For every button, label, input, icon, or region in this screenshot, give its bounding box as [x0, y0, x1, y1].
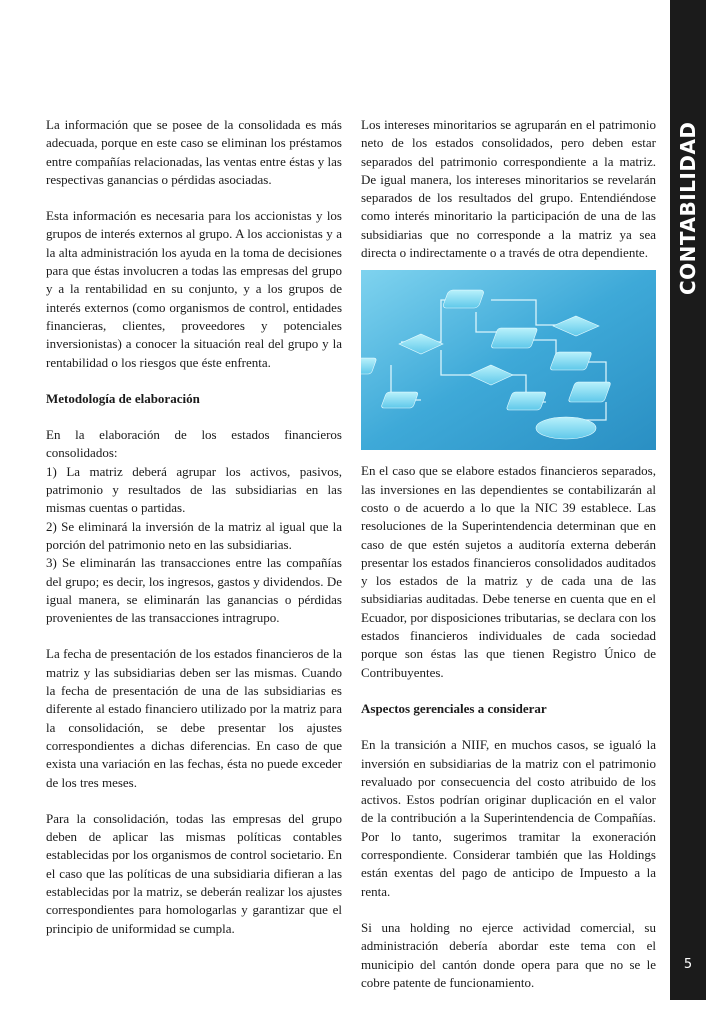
section-heading: Aspectos gerenciales a considerar: [361, 700, 547, 716]
page-number: 5: [683, 957, 693, 972]
left-column: [46, 116, 342, 956]
list-item: 1) La matriz deberá agrupar los activos, pasivos, patrimonio y resultados de las subsidiarias en las mismas cuentas o partidas.: [46, 463, 342, 516]
paragraph: En la transición a NIIF, en muchos casos, se igualó la inversión en subsidiarias de la matriz con el patrimonio revaluado por consecuencia del costo atribuido de los activos. Estos podrían originar duplicación en el valor de la contribución a la Superintendencia de Compañías. Por lo tanto, sugerimos tramitar la exoneración correspondiente. Considerar también que las Holdings están exentas del pago de anticipo de Impuesto a la renta.: [361, 737, 656, 899]
paragraph: En el caso que se elabore estados financieros separados, las inversiones en las dependientes se contabilizarán al costo o de acuerdo a lo que la NIC 39 establece. Las resoluciones de la Superintendencia determinan que en caso de que estén sujetos a auditoría externa deberán presentar los estados financieros consolidados auditados y los estados de la matriz y de cada una de las subsidiarias auditadas. Debe tenerse en cuenta que en el Ecuador, por disposiciones tributarias, se declara con los estados financieros individuales de cada sociedad porque son éstas las que tienen Registro Único de Contribuyentes.: [361, 463, 656, 680]
right-column: [361, 116, 656, 1010]
paragraph: En la elaboración de los estados financieros consolidados:: [46, 427, 342, 461]
paragraph: Los intereses minoritarios se agruparán en el patrimonio neto de los estados consolidados, pero deben estar separados del patrimonio correspondiente a la matriz. De igual manera, los intereses minoritarios se revelarán separados de los resultados del grupo. Entendiéndose como interés minoritario la participación de una de las subsidiarias que no corresponde a la matriz ya sea directa o indirectamente o a través de otra dependiente.: [361, 117, 656, 261]
paragraph: Esta información es necesaria para los accionistas y los grupos de interés externos al grupo. A los accionistas y a la alta administración los ayuda en la toma de decisiones para que éstas involucren a todas las empresas del grupo y a la rentabilidad en su conjunto, y a los grupos de interés externos (como organismos de control, entidades financieras, clientes, proveedores y potenciales inversionistas) a conocer la situación real del grupo y la rentabilidad o los riesgos que éste enfrenta.: [46, 208, 342, 370]
list-item: 3) Se eliminarán las transacciones entre las compañías del grupo; es decir, los ingresos, gastos y dividendos. De igual manera, se eliminarán las ganancias o pérdidas provenientes de las transacciones intragrupo.: [46, 555, 342, 626]
paragraph: Para la consolidación, todas las empresas del grupo deben de aplicar las mismas políticas contables establecidas por los organismos de control societario. En el caso que las políticas de una subsidiaria difieran a las establecidas por la matriz, se deberán realizar los ajustes correspondientes para homologarlas y garantizar que el principio de uniformidad se cumpla.: [46, 810, 342, 936]
section-title: CONTABILIDAD: [676, 121, 700, 295]
section-heading: Metodología de elaboración: [46, 390, 200, 406]
paragraph: La fecha de presentación de los estados financieros de la matriz y las subsidiarias deben ser las mismas. Cuando la fecha de presentación de una de las subsidiarias es diferente al estado financiero utilizado por la matriz para la consolidación, se debe presentar los ajustes correspondientes a dichas diferencias. En caso de que exista una variación en las fechas, ésta no puede exceder de los tres meses.: [46, 646, 342, 790]
paragraph: Si una holding no ejerce actividad comercial, su administración debería abordar este tema con el municipio del cantón donde opera para que no se le cobre patente de funcionamiento.: [361, 919, 656, 990]
paragraph: La información que se posee de la consolidada es más adecuada, porque en este caso se eliminan los préstamos entre compañías relacionadas, las ventas entre éstas y las respectivas ganancias o pérdidas asociadas.: [46, 117, 342, 187]
list-item: 2) Se eliminará la inversión de la matriz al igual que la porción del patrimonio neto en las subsidiarias.: [46, 518, 342, 552]
flowchart-illustration: [361, 270, 656, 450]
